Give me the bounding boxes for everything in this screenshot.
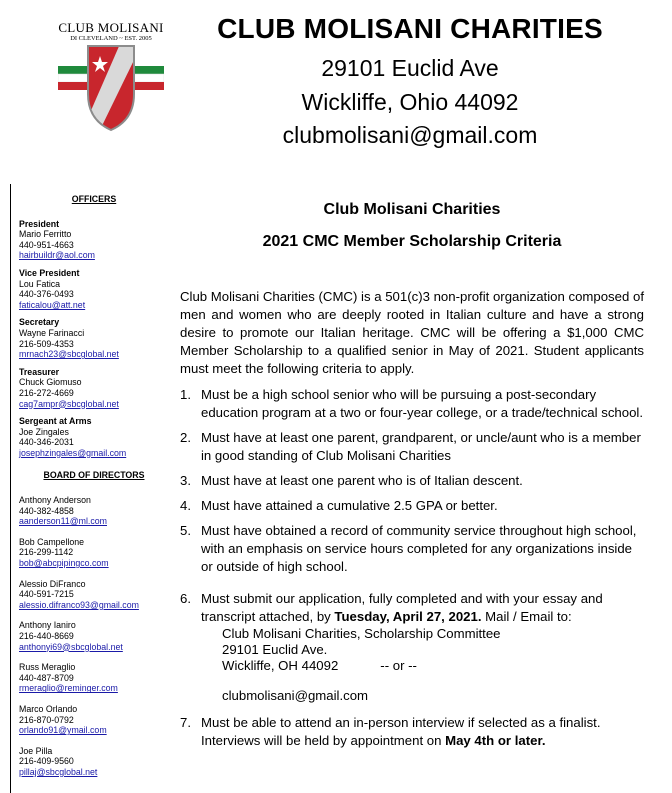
officer-phone: 216-509-4353 [19, 338, 74, 349]
board-member-name: Anthony Anderson [19, 495, 91, 506]
officer-entry [19, 317, 169, 359]
criteria-item [180, 497, 644, 515]
board-member-phone: 440-382-4858 [19, 505, 74, 516]
criteria-list [180, 386, 644, 576]
officer-phone: 440-951-4663 [19, 239, 74, 250]
shield-emblem-icon [58, 44, 164, 132]
mailing-address [180, 626, 644, 704]
item-text: Must submit our application, fully completed and with your essay and transcript attached, by [201, 591, 603, 624]
board-member-email-link[interactable]: bob@abcpipingco.com [19, 558, 109, 569]
club-logo [58, 20, 164, 132]
board-list [19, 495, 169, 777]
logo-title: CLUB MOLISANI [58, 20, 164, 35]
officer-name: Lou Fatica [19, 278, 61, 289]
board-member-entry [19, 746, 169, 778]
board-member-entry [19, 704, 169, 736]
board-member-name: Joe Pilla [19, 745, 53, 756]
item-text: Must have at least one parent, grandparent, or uncle/aunt who is a member in good standing of Club Molisani Charities [201, 430, 641, 463]
board-member-entry [19, 620, 169, 652]
item-text: Must have attained a cumulative 2.5 GPA or better. [201, 498, 498, 513]
interview-date: May 4th or later. [445, 733, 546, 748]
main-content [180, 200, 644, 750]
board-member-entry [19, 495, 169, 527]
item-number: 3. [180, 473, 191, 488]
board-member-email-link[interactable]: rmeraglio@reminger.com [19, 683, 118, 694]
header-email: clubmolisani@gmail.com [282, 122, 538, 148]
officers-heading: OFFICERS [71, 194, 117, 204]
officer-role: President [19, 218, 60, 229]
board-member-name: Alessio DiFranco [19, 578, 86, 589]
doc-title: Club Molisani Charities [323, 201, 501, 218]
board-member-email-link[interactable]: orlando91@ymail.com [19, 725, 107, 736]
item-text-mail: Mail / Email to: [481, 609, 572, 624]
deadline-text: Tuesday, April 27, 2021. [334, 609, 482, 624]
officer-role: Vice President [19, 267, 80, 278]
officer-name: Joe Zingales [19, 426, 69, 437]
doc-subtitle: 2021 CMC Member Scholarship Criteria [262, 233, 562, 250]
item-number: 7. [180, 715, 191, 730]
criteria-item [180, 522, 644, 576]
item-number: 4. [180, 498, 191, 513]
board-member-name: Bob Campellone [19, 536, 85, 547]
submit-email: clubmolisani@gmail.com [222, 688, 369, 703]
item-text: Must have at least one parent who is of Italian descent. [201, 473, 523, 488]
item-number: 2. [180, 430, 191, 445]
address-line-3 [222, 658, 644, 674]
board-member-entry [19, 579, 169, 611]
officer-email-link[interactable]: cag7ampr@sbcglobal.net [19, 398, 119, 409]
board-member-phone: 216-299-1142 [19, 547, 74, 558]
board-member-entry [19, 662, 169, 694]
board-member-email-link[interactable]: aanderson11@ml.com [19, 516, 107, 527]
criteria-item [180, 386, 644, 422]
item-number: 5. [180, 523, 191, 538]
officer-name: Wayne Farinacci [19, 327, 85, 338]
officer-entry [19, 416, 169, 458]
item-number: 1. [180, 387, 191, 402]
officer-email-link[interactable]: faticalou@att.net [19, 299, 86, 310]
board-member-entry [19, 537, 169, 569]
officer-role: Secretary [19, 317, 60, 328]
sidebar [10, 184, 173, 793]
item-text: Must be able to attend an in-person interview if selected as a finalist. Interviews will be held by appointment on [201, 715, 601, 748]
criteria-item-7 [180, 714, 644, 750]
officer-email-link[interactable]: mrnach23@sbcglobal.net [19, 349, 119, 360]
logo-subtitle: DI CLEVELAND ~ EST. 2005 [70, 35, 152, 42]
board-member-phone: 440-591-7215 [19, 589, 74, 600]
officer-phone: 216-272-4669 [19, 387, 74, 398]
board-member-name: Marco Orlando [19, 703, 78, 714]
header-street: 29101 Euclid Ave [321, 55, 499, 81]
or-separator: -- or -- [380, 658, 417, 673]
criteria-item [180, 429, 644, 465]
header-city: Wickliffe, Ohio 44092 [301, 89, 519, 115]
item-text: Must have obtained a record of community service throughout high school, with an emphasis on service hours completed for any organizations inside or outside of high school. [201, 523, 637, 574]
officer-name: Chuck Giomuso [19, 377, 82, 388]
address-line-2: 29101 Euclid Ave. [222, 642, 328, 657]
board-member-phone: 440-487-8709 [19, 672, 74, 683]
officer-email-link[interactable]: josephzingales@gmail.com [19, 447, 127, 458]
board-member-email-link[interactable]: alessio.difranco93@gmail.com [19, 599, 139, 610]
address-city: Wickliffe, OH 44092 [222, 658, 339, 673]
item-text: Must be a high school senior who will be pursuing a post-secondary education program at a two or four-year college, or a trade/technical school. [201, 387, 644, 420]
officer-entry [19, 268, 169, 310]
officer-role: Sergeant at Arms [19, 416, 92, 427]
criteria-item-6 [180, 590, 644, 704]
item-number: 6. [180, 591, 191, 606]
officer-email-link[interactable]: hairbuildr@aol.com [19, 250, 95, 261]
officer-phone: 440-346-2031 [19, 437, 74, 448]
board-member-email-link[interactable]: anthonyi69@sbcglobal.net [19, 641, 123, 652]
intro-paragraph: Club Molisani Charities (CMC) is a 501(c)3 non-profit organization composed of men and women who are deeply rooted in Italian culture and have a strong desire to promote our Italian heritage. CMC will be offering a $1,000 CMC Member Scholarship to a qualified senior in May of 2021. Student applicants must meet the following criteria to apply. [180, 289, 644, 376]
board-heading: BOARD OF DIRECTORS [43, 470, 145, 481]
officer-role: Treasurer [19, 366, 60, 377]
board-member-name: Anthony Ianiro [19, 620, 76, 631]
address-line-1: Club Molisani Charities, Scholarship Committee [222, 626, 501, 641]
criteria-item [180, 472, 644, 490]
board-member-phone: 216-870-0792 [19, 714, 74, 725]
officers-list [19, 219, 169, 459]
officer-phone: 440-376-0493 [19, 289, 74, 300]
header-title: CLUB MOLISANI CHARITIES [217, 13, 603, 44]
board-member-phone: 216-409-9560 [19, 756, 74, 767]
board-member-phone: 216-440-8669 [19, 631, 74, 641]
officer-entry [19, 367, 169, 409]
board-member-name: Russ Meraglio [19, 662, 76, 673]
officer-entry [19, 219, 169, 261]
officer-name: Mario Ferritto [19, 229, 72, 240]
board-member-email-link[interactable]: pillaj@sbcglobal.net [19, 766, 98, 777]
